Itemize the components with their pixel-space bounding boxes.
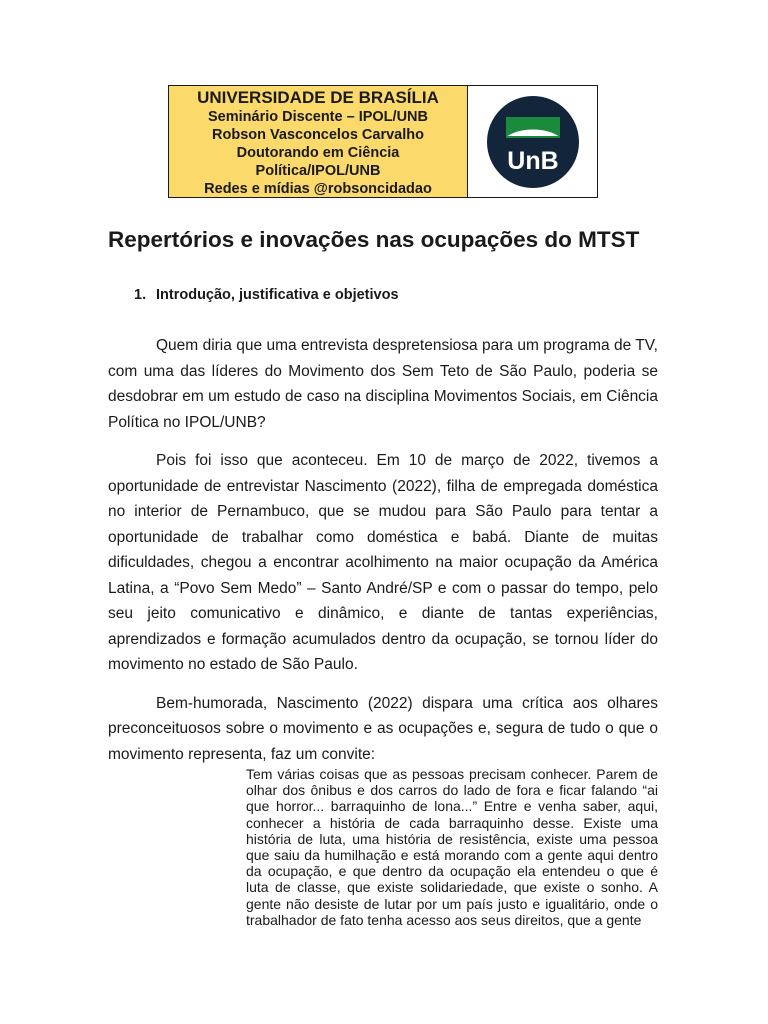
header-line-seminar: Seminário Discente – IPOL/UNB (208, 108, 428, 125)
header-line-social: Redes e mídias @robsoncidadao (204, 180, 432, 197)
unb-logo-icon (486, 95, 580, 189)
section-number: 1. (134, 287, 147, 303)
document-title: Repertórios e inovações nas ocupações do MTST (108, 227, 640, 252)
unb-logo (468, 86, 597, 197)
block-quote: Tem várias coisas que as pessoas precisam conhecer. Parem de olhar dos ônibus e dos carros do lado de fora e ficar falando “ai que horror... barraquinho de lona...” Entre e venha saber, aqui, conhecer a história de cada barraquinho desse. Existe uma história de luta, uma história de resistência, existe uma pessoa que saiu da humilhação e está morando com a gente aqui dentro da ocupação, e que dentro da ocupação ela entendeu o que é luta de classe, que existe solidariedade, que existe o sonho. A gente não desiste de lutar por um país justo e igualitário, onde o trabalhador de fato tenha acesso aos seus direitos, que a gente (246, 766, 658, 928)
university-name: UNIVERSIDADE DE BRASÍLIA (197, 87, 439, 107)
unb-logo-text: UnB (506, 146, 559, 175)
body-text (108, 333, 658, 780)
header-text-block (169, 86, 468, 197)
paragraph: Quem diria que uma entrevista despretensiosa para um programa de TV, com uma das líderes do Movimento dos Sem Teto de São Paulo, poderia se desdobrar em um estudo de caso na disciplina Movimentos Sociais, em Ciência Política no IPOL/UNB? (108, 337, 658, 431)
section-heading-text: Introdução, justificativa e objetivos (156, 287, 399, 303)
paragraph: Pois foi isso que aconteceu. Em 10 de março de 2022, tivemos a oportunidade de entrevistar Nascimento (2022), filha de empregada doméstica no interior de Pernambuco, que se mudou para São Paulo para tentar a oportunidade de trabalhar como doméstica e babá. Diante de muitas dificuldades, chegou a encontrar acolhimento na maior ocupação da América Latina, a “Povo Sem Medo” – Santo André/SP e com o passar do tempo, pelo seu jeito comunicativo e dinâmico, e diante de tantas experiências, aprendizados e formação acumulados dentro da ocupação, se tornou líder do movimento no estado de São Paulo. (108, 452, 658, 673)
header-line-program: Política/IPOL/UNB (255, 162, 381, 179)
section-heading (134, 287, 399, 303)
header-line-degree: Doutorando em Ciência (236, 144, 400, 161)
header-box (168, 85, 598, 198)
paragraph: Bem-humorada, Nascimento (2022) dispara uma crítica aos olhares preconceituosos sobre o movimento e as ocupações e, segura de tudo o que o movimento representa, faz um convite: (108, 694, 658, 763)
header-line-author: Robson Vasconcelos Carvalho (212, 126, 424, 143)
